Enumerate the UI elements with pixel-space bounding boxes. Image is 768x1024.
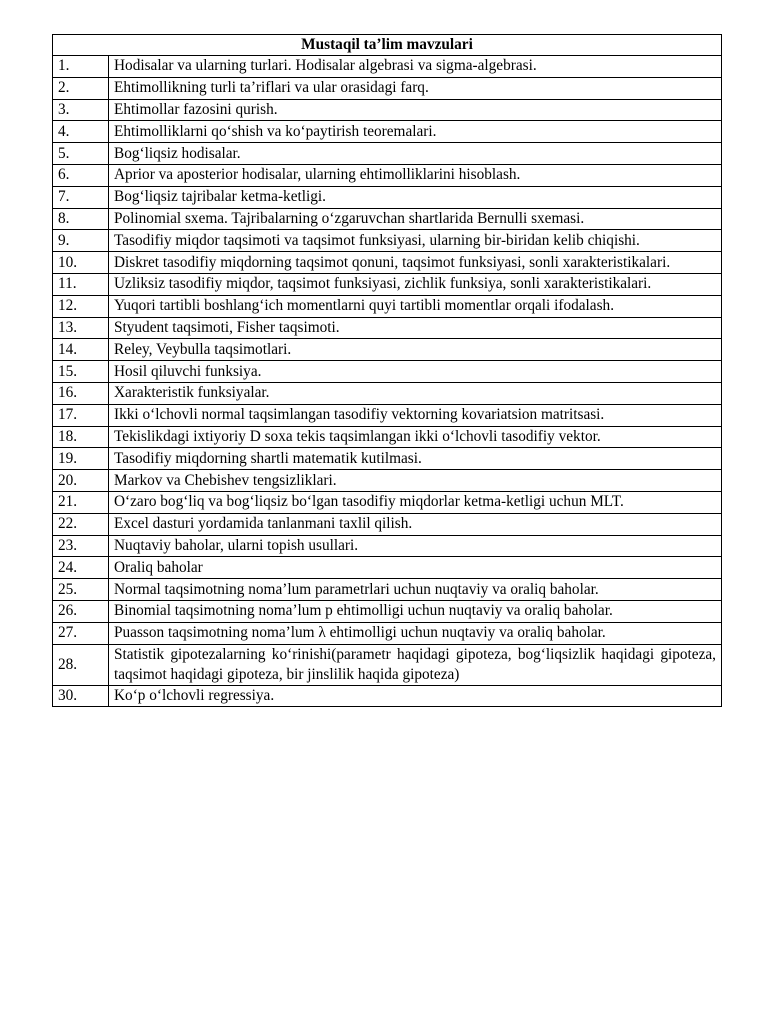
row-number: 5. [53,143,109,165]
row-topic: Xarakteristik funksiyalar. [109,382,722,404]
row-topic: O‘zaro bog‘liq va bog‘liqsiz bo‘lgan tasodifiy miqdorlar ketma-ketligi uchun MLT. [109,491,722,513]
row-number: 26. [53,600,109,622]
row-topic: Tekislikdagi ixtiyoriy D soxa tekis taqsimlangan ikki o‘lchovli tasodifiy vektor. [109,426,722,448]
table-row [53,230,722,252]
table-body [53,56,722,707]
row-number: 21. [53,491,109,513]
table-row [53,317,722,339]
table-row [53,535,722,557]
row-topic: Tasodifiy miqdor taqsimoti va taqsimot funksiyasi, ularning bir-biridan kelib chiqishi. [109,230,722,252]
table-row [53,622,722,644]
row-topic: Tasodifiy miqdorning shartli matematik kutilmasi. [109,448,722,470]
row-number: 25. [53,579,109,601]
row-topic: Diskret tasodifiy miqdorning taqsimot qonuni, taqsimot funksiyasi, sonli xarakteristikalari. [109,252,722,274]
document-page [52,34,722,707]
table-row [53,600,722,622]
row-topic: Ikki o‘lchovli normal taqsimlangan tasodifiy vektorning kovariatsion matritsasi. [109,404,722,426]
table-row [53,208,722,230]
table-row [53,164,722,186]
table-row [53,56,722,78]
row-number: 28. [53,644,109,685]
row-topic: Bog‘liqsiz tajribalar ketma-ketligi. [109,186,722,208]
table-row [53,143,722,165]
row-number: 16. [53,382,109,404]
table-row [53,121,722,143]
table-row [53,426,722,448]
table-row [53,685,722,707]
row-number: 4. [53,121,109,143]
table-row [53,99,722,121]
row-number: 2. [53,77,109,99]
row-number: 17. [53,404,109,426]
row-topic: Statistik gipotezalarning ko‘rinishi(parametr haqidagi gipoteza, bog‘liqsizlik haqidagi gipoteza, taqsimot haqidagi gipoteza, bir jinslilik haqida gipoteza) [109,644,722,685]
row-topic: Reley, Veybulla taqsimotlari. [109,339,722,361]
topics-table [52,34,722,707]
row-topic: Puasson taqsimotning noma’lum λ ehtimolligi uchun nuqtaviy va oraliq baholar. [109,622,722,644]
table-row [53,644,722,685]
row-number: 14. [53,339,109,361]
table-row [53,579,722,601]
row-number: 12. [53,295,109,317]
row-topic: Ehtimollar fazosini qurish. [109,99,722,121]
row-topic: Ehtimollikning turli ta’riflari va ular orasidagi farq. [109,77,722,99]
row-topic: Hosil qiluvchi funksiya. [109,361,722,383]
row-topic: Markov va Chebishev tengsizliklari. [109,470,722,492]
row-number: 9. [53,230,109,252]
row-topic: Binomial taqsimotning noma’lum p ehtimolligi uchun nuqtaviy va oraliq baholar. [109,600,722,622]
row-number: 8. [53,208,109,230]
row-number: 7. [53,186,109,208]
row-topic: Nuqtaviy baholar, ularni topish usullari. [109,535,722,557]
row-topic: Aprior va aposterior hodisalar, ularning ehtimolliklarini hisoblash. [109,164,722,186]
row-number: 30. [53,685,109,707]
row-number: 20. [53,470,109,492]
row-topic: Oraliq baholar [109,557,722,579]
row-number: 6. [53,164,109,186]
table-row [53,186,722,208]
table-row [53,361,722,383]
row-topic: Polinomial sxema. Tajribalarning o‘zgaruvchan shartlarida Bernulli sxemasi. [109,208,722,230]
table-row [53,470,722,492]
table-row [53,557,722,579]
row-topic: Yuqori tartibli boshlang‘ich momentlarni quyi tartibli momentlar orqali ifodalash. [109,295,722,317]
table-row [53,404,722,426]
row-number: 18. [53,426,109,448]
table-row [53,252,722,274]
row-number: 11. [53,273,109,295]
row-number: 22. [53,513,109,535]
row-number: 19. [53,448,109,470]
row-number: 23. [53,535,109,557]
table-row [53,513,722,535]
row-topic: Hodisalar va ularning turlari. Hodisalar algebrasi va sigma-algebrasi. [109,56,722,78]
row-number: 10. [53,252,109,274]
row-number: 13. [53,317,109,339]
row-topic: Uzliksiz tasodifiy miqdor, taqsimot funksiyasi, zichlik funksiya, sonli xarakteristikalari. [109,273,722,295]
row-number: 1. [53,56,109,78]
table-title: Mustaqil ta’lim mavzulari [53,35,722,56]
row-topic: Excel dasturi yordamida tanlanmani taxlil qilish. [109,513,722,535]
row-number: 15. [53,361,109,383]
table-row [53,382,722,404]
table-row [53,339,722,361]
table-row [53,77,722,99]
table-row [53,491,722,513]
table-row [53,295,722,317]
table-header-row [53,35,722,56]
table-row [53,273,722,295]
row-number: 24. [53,557,109,579]
row-number: 27. [53,622,109,644]
row-topic: Styudent taqsimoti, Fisher taqsimoti. [109,317,722,339]
row-topic: Normal taqsimotning noma’lum parametrlari uchun nuqtaviy va oraliq baholar. [109,579,722,601]
row-number: 3. [53,99,109,121]
row-topic: Ko‘p o‘lchovli regressiya. [109,685,722,707]
table-row [53,448,722,470]
row-topic: Ehtimolliklarni qo‘shish va ko‘paytirish teoremalari. [109,121,722,143]
row-topic: Bog‘liqsiz hodisalar. [109,143,722,165]
